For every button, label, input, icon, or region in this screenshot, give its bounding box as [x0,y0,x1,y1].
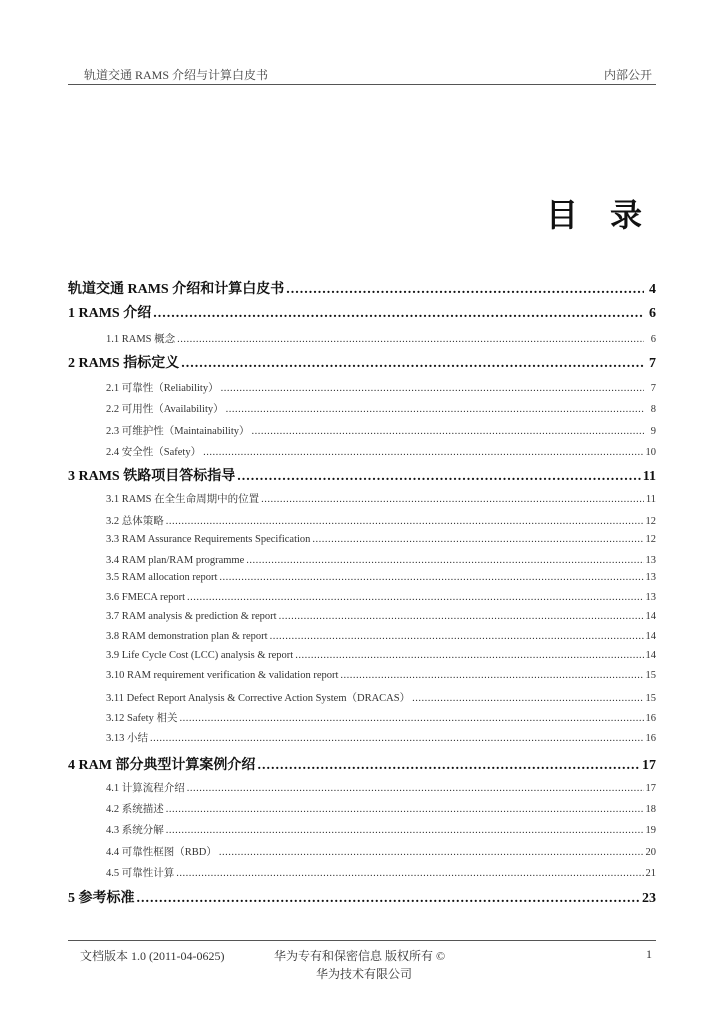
toc-dot-leader [226,404,644,415]
toc-dot-leader [153,306,644,322]
toc-entry-page: 12 [645,534,656,545]
toc-entry-title: 3.2 总体策略 [106,516,164,527]
toc-entry[interactable] [68,465,656,485]
toc-entry-page: 21 [645,868,656,879]
toc-entry-page: 8 [650,404,656,415]
toc-dot-leader [412,693,643,704]
toc-entry[interactable] [68,754,656,774]
toc-dot-leader [340,670,643,681]
toc-entry-page: 13 [645,592,656,603]
toc-dot-leader [279,611,644,622]
toc-entry-page: 4 [649,282,656,297]
toc-entry-title: 2.3 可维护性（Maintainability） [106,426,250,437]
footer-page-number: 1 [646,947,652,961]
toc-entry-title: 3.3 RAM Assurance Requirements Specification [106,534,311,545]
toc-entry[interactable] [68,690,656,705]
toc-entry-title: 3.4 RAM plan/RAM programme [106,555,245,566]
toc-dot-leader [252,426,645,437]
toc-entry-page: 12 [645,516,656,527]
toc-entry-title: 3.5 RAM allocation report [106,572,218,583]
toc-entry-page: 16 [645,713,656,724]
toc-entry[interactable] [68,631,656,642]
toc-entry[interactable] [68,801,656,816]
toc-entry-title: 4.1 计算流程介绍 [106,783,185,794]
toc-entry-page: 15 [645,670,656,681]
toc-entry[interactable] [68,302,656,322]
toc-entry[interactable] [68,513,656,528]
footer-version: 文档版本 1.0 (2011-04-0625) [80,949,225,963]
toc-entry-page: 20 [645,847,656,858]
toc-entry-page: 7 [650,383,656,394]
toc-entry[interactable] [68,611,656,622]
footer-confidential: 华为专有和保密信息 版权所有 © [274,949,446,963]
toc-entry-title: 2.1 可靠性（Reliability） [106,383,219,394]
toc-entry-title: 5 参考标准 [68,891,135,906]
toc-dot-leader [187,783,644,794]
toc-entry[interactable] [68,555,656,566]
toc-dot-leader [179,713,643,724]
toc-entry[interactable] [68,278,656,298]
toc-entry-page: 11 [642,469,656,484]
toc-dot-leader [150,733,644,744]
toc-dot-leader [219,572,643,583]
toc-entry[interactable] [68,710,656,725]
toc-entry[interactable] [68,491,656,506]
toc-entry-title: 3.10 RAM requirement verification & validation report [106,670,339,681]
toc-entry-page: 13 [645,555,656,566]
toc-dot-leader [176,868,643,879]
toc-entry[interactable] [68,650,656,661]
toc-entry[interactable] [68,401,656,416]
toc-entry[interactable] [68,865,656,880]
toc-entry-page: 10 [645,447,656,458]
toc-dot-leader [257,758,640,774]
toc-entry-title: 3.11 Defect Report Analysis & Corrective Action System（DRACAS） [106,693,411,704]
toc-dot-leader [221,383,644,394]
toc-dot-leader [286,282,644,298]
toc-entry-title: 4.3 系统分解 [106,825,164,836]
toc-entry-page: 16 [645,733,656,744]
toc-dot-leader [166,804,644,815]
toc-dot-leader [312,534,643,545]
toc-entry[interactable] [68,380,656,395]
toc-dot-leader [261,494,644,505]
toc-entry-page: 13 [645,572,656,583]
page-header [68,66,656,85]
toc-entry[interactable] [68,352,656,372]
toc-entry-title: 3 RAMS 铁路项目答标指导 [68,469,236,484]
toc-entry-page: 17 [642,758,656,773]
toc-entry-title: 2 RAMS 指标定义 [68,356,180,371]
toc-dot-leader [166,516,644,527]
toc-entry-page: 9 [650,426,656,437]
toc-entry-title: 3.8 RAM demonstration plan & report [106,631,268,642]
toc-entry-page: 6 [649,306,656,321]
toc-entry-page: 7 [649,356,656,371]
toc-dot-leader [181,356,644,372]
toc-entry-title: 1 RAMS 介绍 [68,306,152,321]
toc-entry-title: 3.12 Safety 相关 [106,713,178,724]
toc-dot-leader [177,334,644,345]
toc-entry-title: 3.13 小结 [106,733,148,744]
toc-dot-leader [246,555,643,566]
header-doc-title: 轨道交通 RAMS 介绍与计算白皮书 [84,68,269,82]
toc-entry[interactable] [68,822,656,837]
toc-dot-leader [237,469,641,485]
toc-entry-title: 4.5 可靠性计算 [106,868,175,879]
toc-entry-page: 18 [645,804,656,815]
toc-dot-leader [270,631,644,642]
toc-entry-title: 3.7 RAM analysis & prediction & report [106,611,277,622]
toc-entry-page: 17 [645,783,656,794]
toc-entry[interactable] [68,331,656,346]
footer-company: 华为技术有限公司 [316,967,413,981]
toc-dot-leader [166,825,644,836]
toc-entry-page: 14 [645,650,656,661]
header-classification: 内部公开 [603,68,652,82]
toc-entry-title: 轨道交通 RAMS 介绍和计算白皮书 [68,282,285,297]
toc-entry-page: 15 [645,693,656,704]
toc-entry[interactable] [68,844,656,859]
toc-entry-title: 4.2 系统描述 [106,804,164,815]
toc-entry-page: 14 [645,611,656,622]
page-title: 目 录 [545,197,654,233]
toc-entry-title: 1.1 RAMS 概念 [106,334,176,345]
page-footer [68,940,656,991]
toc-entry-page: 14 [645,631,656,642]
toc-entry[interactable] [68,592,656,603]
toc-dot-leader [137,891,641,907]
toc-entry-title: 3.1 RAMS 在全生命周期中的位置 [106,494,260,505]
toc-entry-title: 3.9 Life Cycle Cost (LCC) analysis & report [106,650,294,661]
toc-entry-title: 2.4 安全性（Safety） [106,447,202,458]
toc-entry[interactable] [68,572,656,583]
toc-entry[interactable] [68,730,656,745]
toc-entry-title: 4 RAM 部分典型计算案例介绍 [68,758,256,773]
toc-entry-page: 6 [650,334,656,345]
toc-entry-page: 23 [642,891,656,906]
toc-entry[interactable] [68,534,656,545]
toc-entry[interactable] [68,444,656,459]
toc-dot-leader [219,847,644,858]
toc-dot-leader [203,447,643,458]
toc-entry[interactable] [68,423,656,438]
toc-dot-leader [295,650,643,661]
toc-entry-title: 3.6 FMECA report [106,592,186,603]
toc-entry-title: 4.4 可靠性框图（RBD） [106,847,217,858]
toc-entry-page: 19 [645,825,656,836]
toc-dot-leader [187,592,643,603]
toc-entry[interactable] [68,887,656,907]
toc-entry[interactable] [68,670,656,681]
toc-entry[interactable] [68,780,656,795]
toc-entry-title: 2.2 可用性（Availability） [106,404,224,415]
toc-entry-page: 11 [645,494,656,505]
